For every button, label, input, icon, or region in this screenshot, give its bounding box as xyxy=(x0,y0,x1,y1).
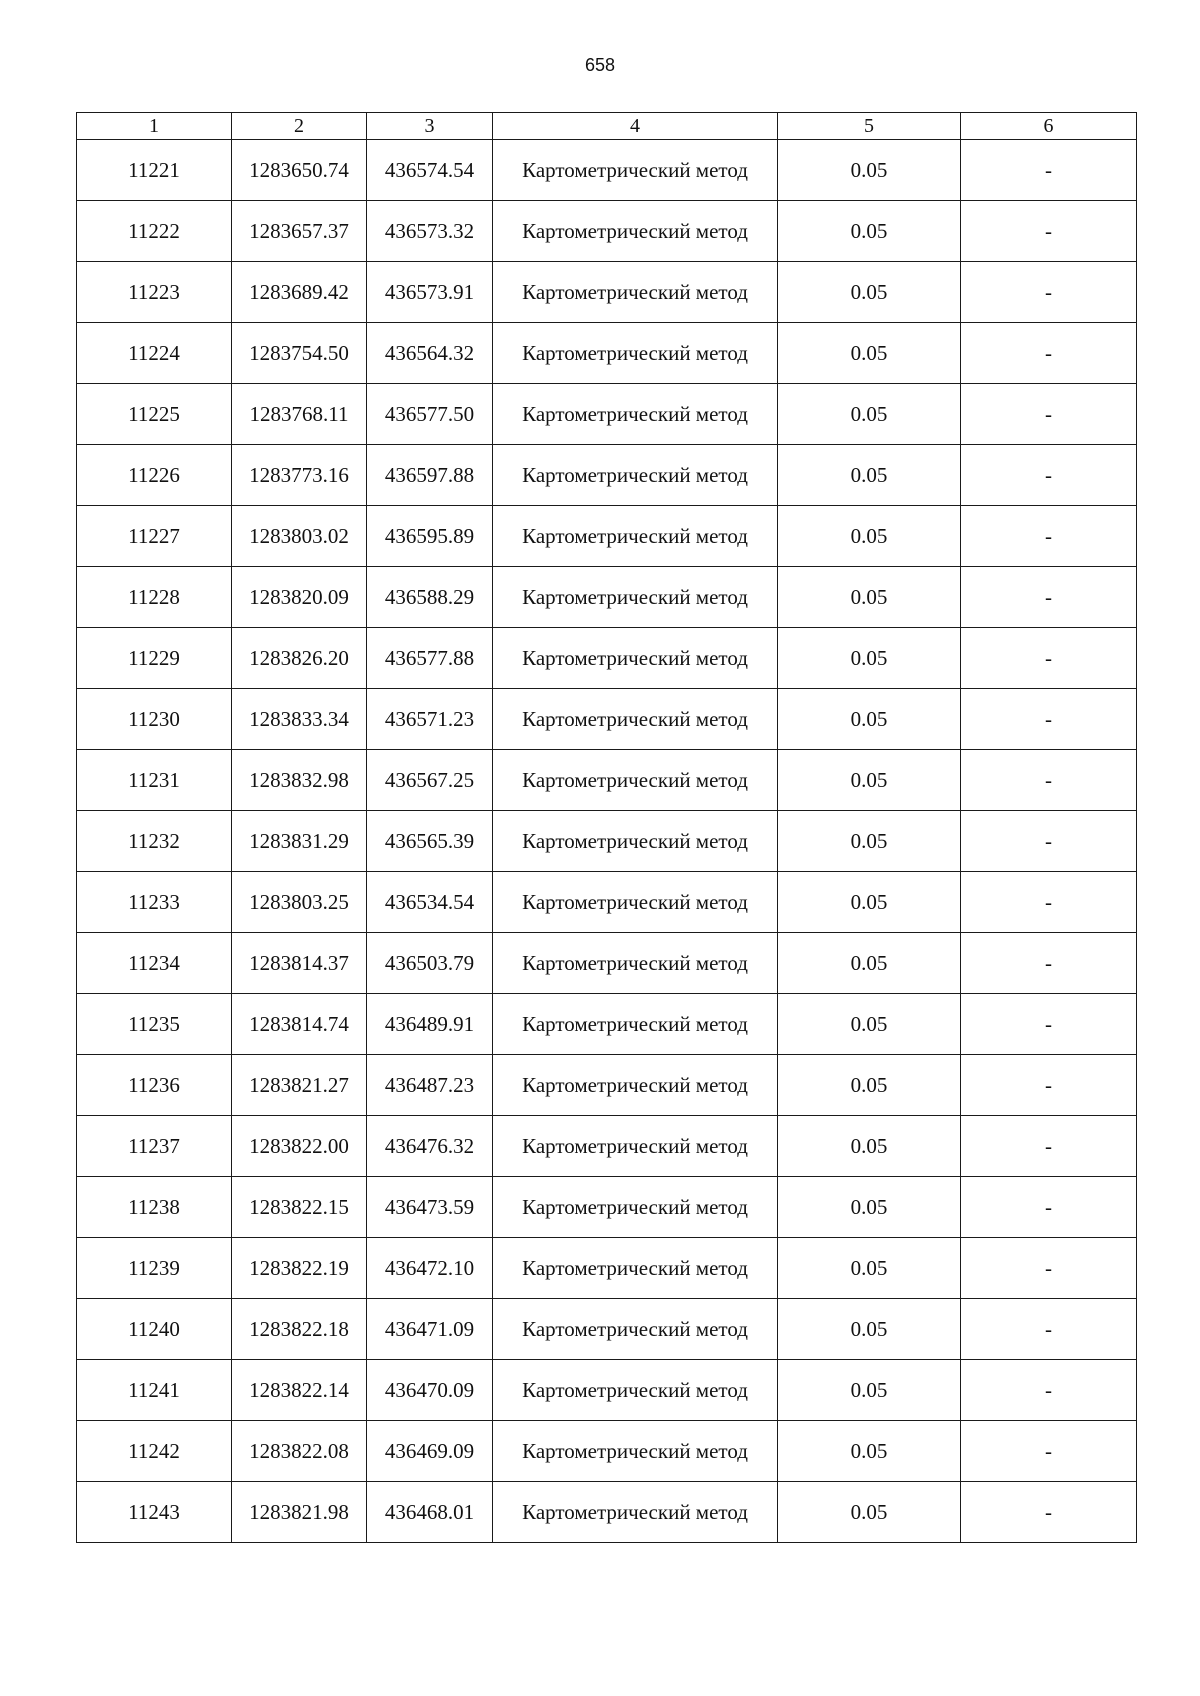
table-cell: - xyxy=(961,750,1137,811)
table-cell: 11225 xyxy=(77,384,232,445)
table-cell: 436487.23 xyxy=(367,1055,493,1116)
table-cell: 436574.54 xyxy=(367,140,493,201)
table-cell: 0.05 xyxy=(778,1177,961,1238)
table-cell: 0.05 xyxy=(778,994,961,1055)
table-cell: Картометрический метод xyxy=(493,506,778,567)
table-cell: Картометрический метод xyxy=(493,1299,778,1360)
table-row xyxy=(77,1116,1137,1177)
table-cell: 1283803.02 xyxy=(232,506,367,567)
table-cell: - xyxy=(961,1299,1137,1360)
table-cell: 1283657.37 xyxy=(232,201,367,262)
table-cell: 0.05 xyxy=(778,933,961,994)
table-row xyxy=(77,1360,1137,1421)
table-cell: 436597.88 xyxy=(367,445,493,506)
table-cell: 1283831.29 xyxy=(232,811,367,872)
table-cell: 436476.32 xyxy=(367,1116,493,1177)
table-cell: 436503.79 xyxy=(367,933,493,994)
table-cell: 0.05 xyxy=(778,1482,961,1543)
table-cell: Картометрический метод xyxy=(493,1238,778,1299)
table-cell: Картометрический метод xyxy=(493,1482,778,1543)
table-cell: 11227 xyxy=(77,506,232,567)
table-cell: 436571.23 xyxy=(367,689,493,750)
table-cell: - xyxy=(961,567,1137,628)
table-cell: - xyxy=(961,445,1137,506)
table-cell: 1283650.74 xyxy=(232,140,367,201)
table-cell: - xyxy=(961,1055,1137,1116)
header-cell: 4 xyxy=(493,113,778,140)
table-cell: 436564.32 xyxy=(367,323,493,384)
table-cell: 0.05 xyxy=(778,384,961,445)
table-cell: 436473.59 xyxy=(367,1177,493,1238)
table-cell: Картометрический метод xyxy=(493,1177,778,1238)
table-cell: 436577.50 xyxy=(367,384,493,445)
table-header xyxy=(77,113,1137,140)
table-cell: Картометрический метод xyxy=(493,872,778,933)
table-cell: 1283814.74 xyxy=(232,994,367,1055)
table-cell: - xyxy=(961,1421,1137,1482)
table-row xyxy=(77,1055,1137,1116)
table-cell: - xyxy=(961,1116,1137,1177)
table-row xyxy=(77,445,1137,506)
table-cell: Картометрический метод xyxy=(493,628,778,689)
table-row xyxy=(77,628,1137,689)
table-cell: 11237 xyxy=(77,1116,232,1177)
table-cell: 0.05 xyxy=(778,567,961,628)
table-cell: 11222 xyxy=(77,201,232,262)
table-cell: 0.05 xyxy=(778,445,961,506)
table-cell: 0.05 xyxy=(778,201,961,262)
header-cell: 1 xyxy=(77,113,232,140)
table-row xyxy=(77,567,1137,628)
table-cell: Картометрический метод xyxy=(493,933,778,994)
table-cell: 11233 xyxy=(77,872,232,933)
table-cell: Картометрический метод xyxy=(493,750,778,811)
table-cell: Картометрический метод xyxy=(493,445,778,506)
table-row xyxy=(77,262,1137,323)
table-cell: - xyxy=(961,384,1137,445)
table-cell: Картометрический метод xyxy=(493,140,778,201)
table-cell: 0.05 xyxy=(778,811,961,872)
table-cell: - xyxy=(961,872,1137,933)
table-cell: 436567.25 xyxy=(367,750,493,811)
header-cell: 2 xyxy=(232,113,367,140)
table-cell: 436468.01 xyxy=(367,1482,493,1543)
table-cell: 1283822.00 xyxy=(232,1116,367,1177)
table-cell: - xyxy=(961,933,1137,994)
table-cell: 0.05 xyxy=(778,689,961,750)
table-cell: Картометрический метод xyxy=(493,567,778,628)
table-cell: 1283822.19 xyxy=(232,1238,367,1299)
table-cell: 11224 xyxy=(77,323,232,384)
table-cell: 436471.09 xyxy=(367,1299,493,1360)
table-cell: 1283826.20 xyxy=(232,628,367,689)
table-cell: 0.05 xyxy=(778,1299,961,1360)
table-cell: 0.05 xyxy=(778,1360,961,1421)
header-cell: 5 xyxy=(778,113,961,140)
table-cell: 1283773.16 xyxy=(232,445,367,506)
table-cell: - xyxy=(961,140,1137,201)
table-cell: 1283689.42 xyxy=(232,262,367,323)
table-row xyxy=(77,1482,1137,1543)
table-cell: - xyxy=(961,506,1137,567)
table-cell: 11230 xyxy=(77,689,232,750)
table-cell: 0.05 xyxy=(778,628,961,689)
table-cell: 11236 xyxy=(77,1055,232,1116)
table-row xyxy=(77,933,1137,994)
table-cell: 1283822.15 xyxy=(232,1177,367,1238)
table-cell: Картометрический метод xyxy=(493,1116,778,1177)
table-cell: 0.05 xyxy=(778,1055,961,1116)
table-row xyxy=(77,1299,1137,1360)
table-cell: - xyxy=(961,262,1137,323)
table-cell: 1283820.09 xyxy=(232,567,367,628)
table-cell: 1283821.27 xyxy=(232,1055,367,1116)
table-cell: - xyxy=(961,1177,1137,1238)
table-cell: Картометрический метод xyxy=(493,689,778,750)
table-row xyxy=(77,201,1137,262)
table-row xyxy=(77,1238,1137,1299)
table-row xyxy=(77,1421,1137,1482)
table-cell: 11238 xyxy=(77,1177,232,1238)
table-cell: 11243 xyxy=(77,1482,232,1543)
table-cell: 0.05 xyxy=(778,1116,961,1177)
table-cell: 436573.32 xyxy=(367,201,493,262)
table-cell: 0.05 xyxy=(778,1238,961,1299)
table-cell: 1283832.98 xyxy=(232,750,367,811)
table-cell: 11234 xyxy=(77,933,232,994)
header-cell: 6 xyxy=(961,113,1137,140)
table-cell: 11231 xyxy=(77,750,232,811)
header-cell: 3 xyxy=(367,113,493,140)
table-cell: 436565.39 xyxy=(367,811,493,872)
coordinates-table xyxy=(76,112,1137,1543)
table-cell: - xyxy=(961,1360,1137,1421)
table-cell: 1283821.98 xyxy=(232,1482,367,1543)
page-number: 658 xyxy=(584,55,616,75)
table-cell: 1283822.08 xyxy=(232,1421,367,1482)
table-cell: Картометрический метод xyxy=(493,1421,778,1482)
table-cell: 11242 xyxy=(77,1421,232,1482)
table-cell: 1283822.14 xyxy=(232,1360,367,1421)
table-cell: 1283803.25 xyxy=(232,872,367,933)
table-cell: Картометрический метод xyxy=(493,994,778,1055)
table-cell: - xyxy=(961,323,1137,384)
table-row xyxy=(77,140,1137,201)
table-cell: Картометрический метод xyxy=(493,1360,778,1421)
table-cell: 436489.91 xyxy=(367,994,493,1055)
table-cell: - xyxy=(961,628,1137,689)
table-cell: Картометрический метод xyxy=(493,1055,778,1116)
table-cell: 1283754.50 xyxy=(232,323,367,384)
table-cell: Картометрический метод xyxy=(493,384,778,445)
table-cell: 11229 xyxy=(77,628,232,689)
table-row xyxy=(77,994,1137,1055)
table-cell: 11228 xyxy=(77,567,232,628)
table-cell: 436470.09 xyxy=(367,1360,493,1421)
table-body xyxy=(77,140,1137,1543)
table-row xyxy=(77,750,1137,811)
table-cell: Картометрический метод xyxy=(493,201,778,262)
table-row xyxy=(77,506,1137,567)
table-cell: - xyxy=(961,201,1137,262)
table-cell: 11241 xyxy=(77,1360,232,1421)
table-cell: 0.05 xyxy=(778,750,961,811)
table-cell: 436469.09 xyxy=(367,1421,493,1482)
table-cell: Картометрический метод xyxy=(493,323,778,384)
table-cell: 436573.91 xyxy=(367,262,493,323)
header-row xyxy=(77,113,1137,140)
table-cell: 11235 xyxy=(77,994,232,1055)
table-cell: - xyxy=(961,1238,1137,1299)
table-cell: 0.05 xyxy=(778,506,961,567)
table-row xyxy=(77,1177,1137,1238)
table-row xyxy=(77,811,1137,872)
table-cell: 436595.89 xyxy=(367,506,493,567)
table-cell: 11226 xyxy=(77,445,232,506)
table-cell: 0.05 xyxy=(778,262,961,323)
table-cell: 1283768.11 xyxy=(232,384,367,445)
table-cell: Картометрический метод xyxy=(493,811,778,872)
table-cell: 436588.29 xyxy=(367,567,493,628)
table-row xyxy=(77,872,1137,933)
table-row xyxy=(77,689,1137,750)
table-cell: 436472.10 xyxy=(367,1238,493,1299)
table-cell: 1283814.37 xyxy=(232,933,367,994)
table-cell: - xyxy=(961,1482,1137,1543)
table-cell: 11240 xyxy=(77,1299,232,1360)
table-cell: 11223 xyxy=(77,262,232,323)
table-row xyxy=(77,384,1137,445)
table-cell: 1283833.34 xyxy=(232,689,367,750)
table-cell: 0.05 xyxy=(778,323,961,384)
table-cell: - xyxy=(961,994,1137,1055)
table-cell: 0.05 xyxy=(778,140,961,201)
table-cell: 11221 xyxy=(77,140,232,201)
table-row xyxy=(77,323,1137,384)
table-cell: - xyxy=(961,811,1137,872)
table-cell: 11239 xyxy=(77,1238,232,1299)
table-cell: 11232 xyxy=(77,811,232,872)
table-cell: Картометрический метод xyxy=(493,262,778,323)
table-cell: 436534.54 xyxy=(367,872,493,933)
table-cell: 1283822.18 xyxy=(232,1299,367,1360)
table-cell: 436577.88 xyxy=(367,628,493,689)
table-cell: - xyxy=(961,689,1137,750)
table-cell: 0.05 xyxy=(778,872,961,933)
table-cell: 0.05 xyxy=(778,1421,961,1482)
